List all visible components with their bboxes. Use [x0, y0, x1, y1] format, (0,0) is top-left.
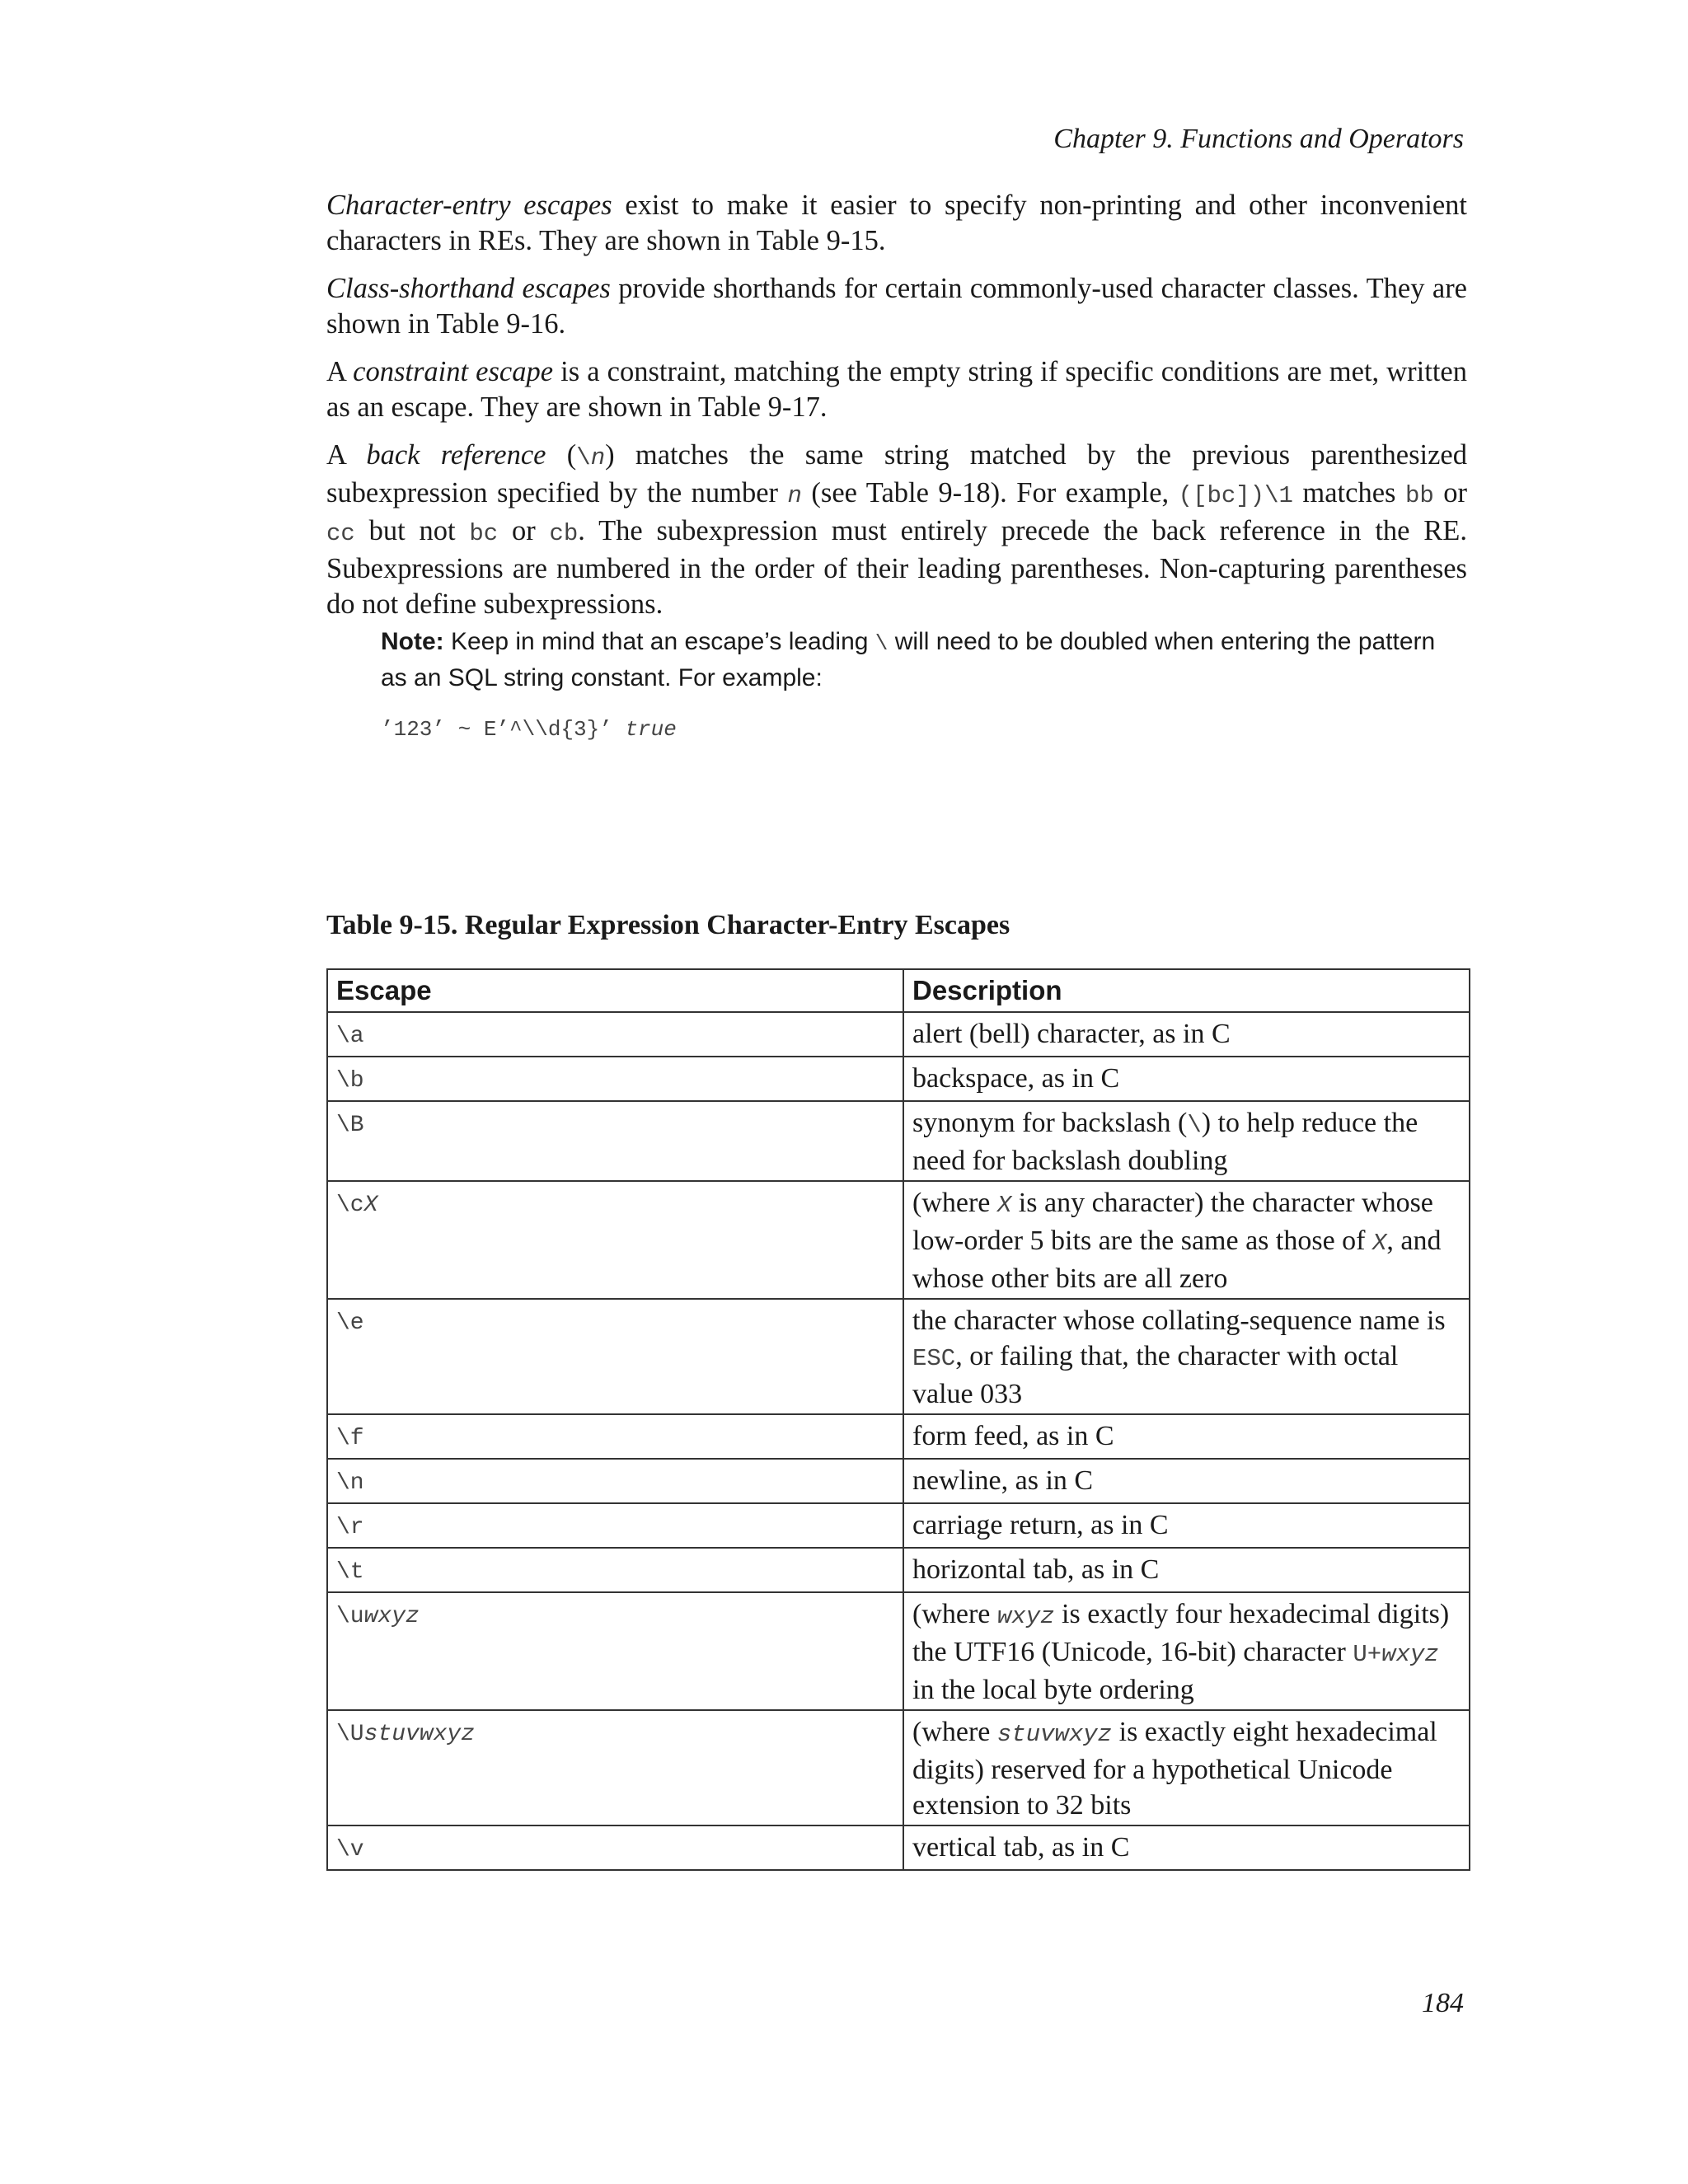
description-cell: (where wxyz is exactly four hexadecimal digits) the UTF16 (Unicode, 16-bit) character U+wxyz in the local byte ordering: [903, 1592, 1470, 1710]
inline-var: n: [787, 482, 802, 509]
inline-var: stuvwxyz: [996, 1721, 1113, 1748]
inline-var: wxyz: [996, 1603, 1055, 1630]
column-header-description: Description: [903, 969, 1470, 1012]
escape-cell: \f: [327, 1414, 903, 1459]
table-title: Table 9-15. Regular Expression Character-Entry Escapes: [326, 910, 1010, 940]
inline-code: cc: [326, 520, 355, 547]
escape-cell: \n: [327, 1459, 903, 1503]
table-row: [327, 1503, 1470, 1548]
escape-cell: \v: [327, 1825, 903, 1870]
table-row: [327, 1012, 1470, 1057]
description-cell: vertical tab, as in C: [903, 1825, 1470, 1870]
inline-var: X: [1372, 1230, 1387, 1257]
description-cell: synonym for backslash (\) to help reduce the need for backslash doubling: [903, 1101, 1470, 1181]
term: constraint escape: [353, 356, 554, 387]
note-label: Note:: [381, 628, 444, 655]
escape-cell: \cX: [327, 1181, 903, 1299]
table-row: [327, 1057, 1470, 1101]
escapes-table: [326, 968, 1470, 1871]
running-header: Chapter 9. Functions and Operators: [1053, 124, 1464, 154]
description-cell: (where stuvwxyz is exactly eight hexadecimal digits) reserved for a hypothetical Unicode extension to 32 bits: [903, 1710, 1470, 1825]
inline-var: X: [996, 1192, 1012, 1219]
escape-cell: \r: [327, 1503, 903, 1548]
term: back reference: [366, 439, 546, 471]
table-row: [327, 1548, 1470, 1592]
inline-var: wxyz: [1381, 1641, 1439, 1668]
description-cell: carriage return, as in C: [903, 1503, 1470, 1548]
table-row: [327, 1592, 1470, 1710]
inline-code: ESC: [912, 1345, 956, 1372]
escape-cell: \Ustuvwxyz: [327, 1710, 903, 1825]
table-row: [327, 1459, 1470, 1503]
escape-cell: \e: [327, 1299, 903, 1414]
table-header-row: [327, 969, 1470, 1012]
body-text: [326, 188, 1467, 635]
column-header-escape: Escape: [327, 969, 903, 1012]
description-cell: the character whose collating-sequence name is ESC, or failing that, the character with octal value 033: [903, 1299, 1470, 1414]
paragraph-back-reference: A back reference (\n) matches the same string matched by the previous parenthesized subexpression specified by the number n (see Table 9-18). For example, ([bc])\1 matches bb or cc but not bc or cb. The subexpression must entirely precede the back reference in the RE. Subexpressions are numbered in the order of their leading parentheses. Non-capturing parentheses do not define subexpressions.: [326, 439, 1467, 620]
inline-code: \: [1187, 1112, 1202, 1139]
page-number: 184: [1422, 1988, 1464, 2018]
description-cell: form feed, as in C: [903, 1414, 1470, 1459]
inline-code-var: n: [590, 444, 606, 471]
term: Class-shorthand escapes: [326, 273, 611, 304]
escape-cell: \b: [327, 1057, 903, 1101]
description-cell: alert (bell) character, as in C: [903, 1012, 1470, 1057]
paragraph-constraint-escape: A constraint escape is a constraint, matching the empty string if specific conditions are met, written as an escape. They are shown in Table 9-17.: [326, 356, 1467, 423]
escape-cell: \t: [327, 1548, 903, 1592]
term: Character-entry escapes: [326, 190, 612, 221]
note-code-example: ’123’ ~ E’^\\d{3}’ true: [381, 717, 677, 742]
table-row: [327, 1414, 1470, 1459]
description-cell: horizontal tab, as in C: [903, 1548, 1470, 1592]
description-cell: newline, as in C: [903, 1459, 1470, 1503]
escape-cell: \a: [327, 1012, 903, 1057]
inline-code: bc: [469, 520, 499, 547]
table-row: [327, 1101, 1470, 1181]
inline-code: \: [874, 631, 889, 656]
inline-code: bb: [1404, 482, 1434, 509]
inline-code: cb: [549, 520, 579, 547]
inline-code: U+: [1353, 1641, 1382, 1668]
note-box: Note: Keep in mind that an escape’s leading \ will need to be doubled when entering the pattern as an SQL string constant. For example:: [381, 628, 1436, 691]
escape-cell: \uwxyz: [327, 1592, 903, 1710]
paragraph-character-entry-escapes: Character-entry escapes exist to make it easier to specify non-printing and other inconvenient characters in REs. They are shown in Table 9-15.: [326, 190, 1467, 256]
description-cell: backspace, as in C: [903, 1057, 1470, 1101]
table-row: [327, 1299, 1470, 1414]
paragraph-class-shorthand-escapes: Class-shorthand escapes provide shorthands for certain commonly-used character classes. They are shown in Table 9-16.: [326, 273, 1467, 340]
table-row: [327, 1181, 1470, 1299]
table-row: [327, 1825, 1470, 1870]
code-result: true: [625, 717, 677, 742]
inline-code: ([bc])\1: [1178, 482, 1293, 509]
table-row: [327, 1710, 1470, 1825]
inline-code: \: [576, 444, 591, 471]
description-cell: (where X is any character) the character whose low-order 5 bits are the same as those of X, and whose other bits are all zero: [903, 1181, 1470, 1299]
escape-cell: \B: [327, 1101, 903, 1181]
